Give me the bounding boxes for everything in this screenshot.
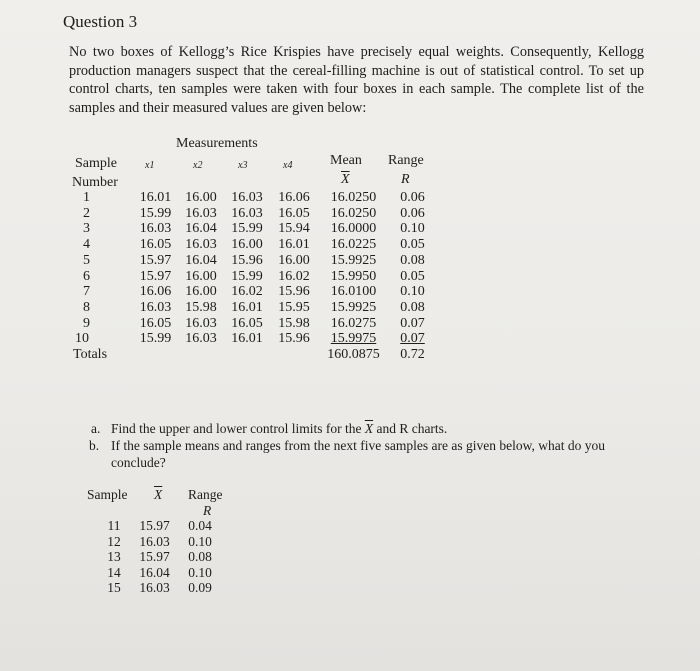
x2-value: 15.98 (185, 299, 217, 315)
mean-value: 16.0250 (330, 205, 377, 221)
sample-number: 9 (83, 315, 90, 331)
table-row (83, 237, 436, 253)
table-row (83, 190, 436, 206)
range-value: 0.10 (400, 284, 425, 300)
question-intro: No two boxes of Kellogg’s Rice Krispies have precisely equal weights. Consequently, Kellogg production managers suspect that the cereal-filling machine is out of statistical control. To set up control charts, ten samples were taken with four boxes in each sample. The complete list of the samples and their measured values are given below: (69, 44, 644, 116)
table-row (83, 269, 436, 285)
x1-value: 16.01 (139, 190, 172, 205)
x2-value: 16.03 (185, 315, 217, 331)
next-mean-value: 16.03 (139, 533, 170, 549)
sample-number: 8 (83, 299, 90, 315)
table-row (100, 518, 219, 534)
table-row (83, 253, 436, 269)
totals-range: 0.72 (400, 347, 425, 363)
next-sample-number: 13 (107, 549, 121, 564)
x2-value: 16.00 (185, 268, 217, 284)
x1-value: 16.06 (139, 284, 172, 300)
sample-number: 10 (75, 331, 89, 347)
next-sample-number: 15 (107, 580, 121, 595)
x3-value: 16.02 (231, 284, 263, 300)
next-sample-number: 12 (107, 533, 121, 549)
part-a-text-before: Find the upper and lower control limits for the (111, 421, 362, 436)
x1-value: 15.97 (139, 252, 172, 268)
table-row (83, 331, 436, 347)
totals-row (83, 347, 436, 363)
table-row (83, 316, 436, 332)
table-row (100, 549, 219, 565)
part-a-label: a. (91, 421, 101, 436)
table-row (83, 221, 436, 237)
x4-value: 15.95 (278, 299, 310, 315)
range-value: 0.05 (400, 268, 425, 284)
x3-header: x3 (238, 160, 248, 171)
x1-value: 16.05 (139, 237, 172, 253)
x1-value: 15.97 (139, 268, 172, 284)
x3-value: 16.05 (231, 315, 263, 331)
x4-value: 16.05 (278, 205, 310, 221)
table-row (83, 300, 436, 316)
x2-value: 16.04 (185, 221, 217, 237)
next-range-r: R (203, 503, 212, 518)
sample-header-line1: Sample (75, 156, 117, 171)
x4-value: 15.96 (278, 331, 310, 347)
table-row (83, 284, 436, 300)
mean-header-xbar: $\overline{X}$ (341, 172, 350, 187)
range-value: 0.06 (400, 205, 425, 221)
table-row (100, 565, 219, 581)
x2-value: 16.03 (185, 331, 217, 347)
x2-value: 16.00 (185, 284, 217, 300)
sample-number: 1 (83, 190, 90, 205)
mean-value: 15.9950 (330, 268, 377, 284)
x3-value: 15.99 (231, 268, 263, 284)
x1-value: 15.99 (139, 205, 172, 221)
next-sample-number: 14 (107, 564, 121, 580)
x4-value: 15.94 (278, 221, 310, 237)
part-a-text-after: and R charts. (376, 421, 448, 436)
next-range-header: Range (188, 487, 223, 502)
x1-header: x1 (145, 160, 155, 171)
mean-value: 15.9925 (330, 252, 377, 268)
sample-number: 3 (83, 221, 90, 237)
range-value: 0.08 (400, 252, 425, 268)
range-header-line1: Range (388, 153, 424, 168)
measurements-table (73, 190, 436, 363)
next-mean-value: 16.03 (139, 580, 170, 595)
x3-value: 16.03 (231, 190, 263, 205)
x3-value: 15.96 (231, 252, 263, 268)
range-value: 0.10 (400, 221, 425, 237)
part-b-text: If the sample means and ranges from the next five samples are as given below, what do you conclude? (111, 438, 605, 470)
x3-value: 16.00 (231, 237, 263, 253)
x4-header: x4 (283, 160, 293, 171)
next-range-value: 0.08 (188, 549, 212, 564)
x1-value: 16.03 (139, 299, 172, 315)
mean-header-line1: Mean (330, 153, 362, 168)
x3-value: 16.03 (231, 205, 263, 221)
next-range-value: 0.09 (188, 580, 212, 595)
sample-number: 7 (83, 284, 90, 300)
next-mean-value: 15.97 (139, 518, 170, 533)
mean-value: 16.0000 (330, 221, 377, 237)
totals-mean: 160.0875 (327, 347, 380, 363)
range-header-r: R (401, 172, 410, 187)
x2-value: 16.00 (185, 190, 217, 205)
x3-value: 16.01 (231, 331, 263, 347)
next-sample-number: 11 (107, 518, 121, 533)
sample-number: 2 (83, 205, 90, 221)
range-value: 0.07 (400, 315, 425, 331)
sample-number: 4 (83, 237, 90, 253)
x1-value: 15.99 (139, 331, 172, 347)
mean-value: 15.9925 (330, 299, 377, 315)
next-mean-value: 16.04 (139, 564, 170, 580)
x3-value: 16.01 (231, 299, 263, 315)
x2-value: 16.04 (185, 252, 217, 268)
x2-value: 16.03 (185, 237, 217, 253)
part-a-text (111, 420, 447, 437)
next-range-value: 0.04 (188, 518, 212, 533)
next-range-value: 0.10 (188, 564, 212, 580)
part-a-xbar: $\overline{X}$ (364, 421, 374, 436)
next-mean-value: 15.97 (139, 549, 170, 564)
sample-number: 5 (83, 252, 90, 268)
x4-value: 16.02 (278, 268, 310, 284)
mean-value: 16.0100 (330, 284, 377, 300)
table-row (100, 534, 219, 550)
range-value: 0.07 (400, 331, 425, 347)
next-samples-table (100, 518, 219, 596)
mean-value: 15.9975 (330, 331, 377, 347)
x2-header: x2 (193, 160, 203, 171)
x4-value: 15.96 (278, 284, 310, 300)
part-b-label: b. (89, 438, 100, 453)
measurements-header: Measurements (176, 136, 258, 151)
next-range-value: 0.10 (188, 533, 212, 549)
x3-value: 15.99 (231, 221, 263, 237)
table-row (83, 206, 436, 222)
x4-value: 16.06 (278, 190, 310, 205)
x4-value: 16.01 (278, 237, 310, 253)
x4-value: 16.00 (278, 252, 310, 268)
sample-header-line2: Number (72, 175, 118, 190)
x4-value: 15.98 (278, 315, 310, 331)
range-value: 0.08 (400, 299, 425, 315)
question-title: Question 3 (63, 12, 138, 31)
mean-value: 16.0275 (330, 315, 377, 331)
sample-number: 6 (83, 268, 90, 284)
x1-value: 16.03 (139, 221, 172, 237)
table-row (100, 580, 219, 596)
range-value: 0.05 (400, 237, 425, 253)
totals-label: Totals (73, 347, 108, 363)
next-xbar-header: $\overline{X}$ (154, 487, 163, 502)
x1-value: 16.05 (139, 315, 172, 331)
mean-value: 16.0250 (330, 190, 377, 205)
range-value: 0.06 (400, 190, 425, 205)
mean-value: 16.0225 (330, 237, 377, 253)
x2-value: 16.03 (185, 205, 217, 221)
next-sample-header: Sample (87, 487, 128, 502)
